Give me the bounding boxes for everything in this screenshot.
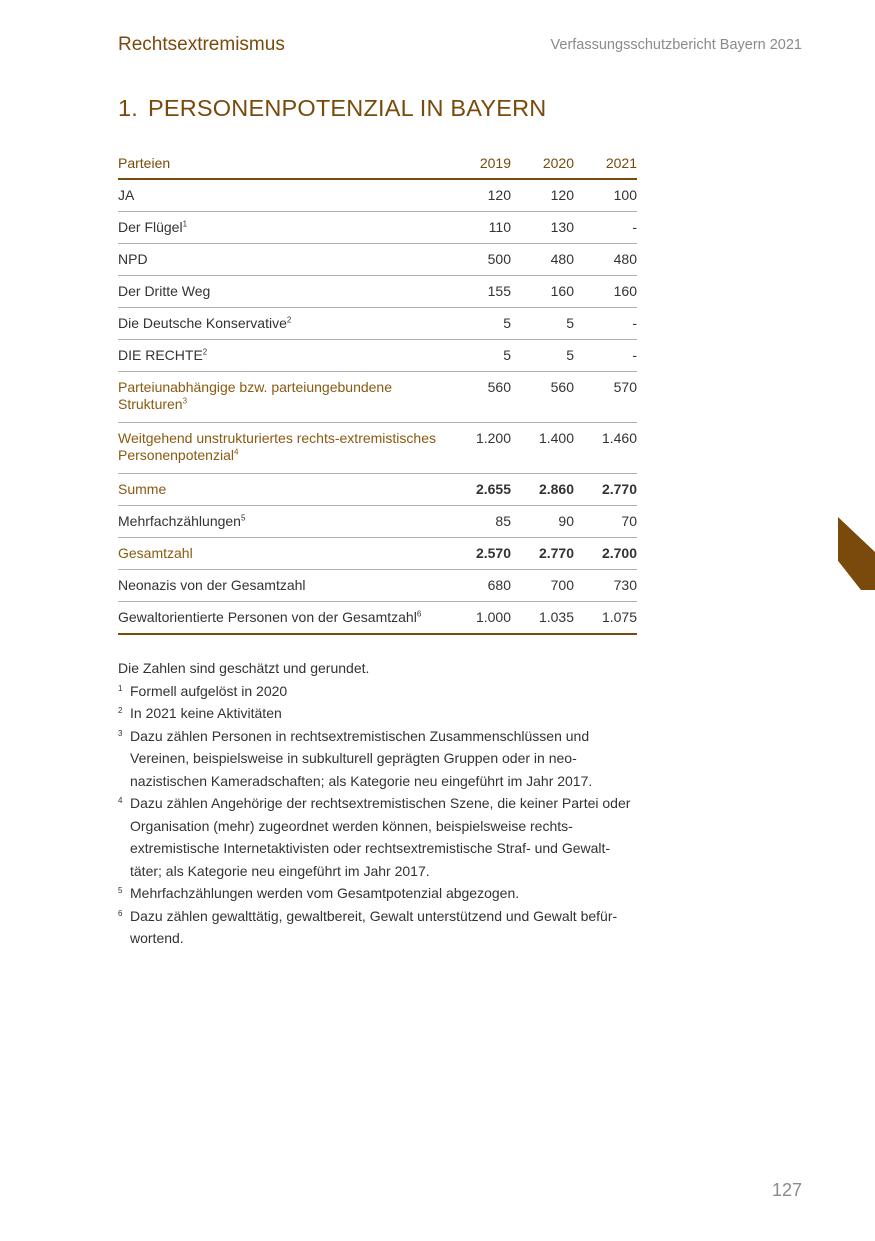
cell-2021: 480 xyxy=(574,244,637,276)
row-label: Mehrfachzählungen$^5$ xyxy=(118,506,457,538)
cell-2019: 1.000 xyxy=(457,602,511,635)
cell-2019: 560 xyxy=(457,372,511,423)
table-row xyxy=(118,506,637,538)
cell-2019: 5 xyxy=(457,308,511,340)
row-label: Summe xyxy=(118,474,457,506)
row-label: DIE RECHTE$^2$ xyxy=(118,340,457,372)
cell-2020: 560 xyxy=(511,372,574,423)
footnote-text: Formell aufgelöst in 2020 xyxy=(130,682,288,699)
footnote-mark: 2 xyxy=(118,706,123,715)
cell-2021: 730 xyxy=(574,570,637,602)
cell-2020: 120 xyxy=(511,179,574,212)
column-header-parteien: Parteien xyxy=(118,148,457,179)
cell-2019: 500 xyxy=(457,244,511,276)
footnote-ref: 4 xyxy=(233,447,239,457)
footnote xyxy=(118,702,638,725)
footnote-mark: 6 xyxy=(118,908,123,918)
cell-2019: 1.200 xyxy=(457,423,511,474)
cell-2019: 110 xyxy=(457,212,511,244)
cell-2021: 570 xyxy=(574,372,637,423)
cell-2020: 700 xyxy=(511,570,574,602)
footnote-ref: 2 xyxy=(286,315,292,325)
footnote xyxy=(118,680,638,703)
table-notes xyxy=(118,657,638,950)
page-number: 127 xyxy=(771,1180,802,1200)
cell-2020: 480 xyxy=(511,244,574,276)
cell-2019: 120 xyxy=(457,179,511,212)
row-label: Der Dritte Weg xyxy=(118,276,457,308)
table-row xyxy=(118,474,637,506)
table-row xyxy=(118,602,637,635)
table-row xyxy=(118,538,637,570)
row-label: JA xyxy=(118,179,457,212)
running-header-section: Rechtsextremismus xyxy=(118,34,285,55)
cell-2019: 680 xyxy=(457,570,511,602)
footnote-text: Mehrfachzählungen werden vom Gesamtpotenzial abgezogen. xyxy=(130,885,520,901)
table-row xyxy=(118,179,637,212)
row-label: Neonazis von der Gesamtzahl xyxy=(118,570,457,602)
footnote-mark: 3 xyxy=(118,728,123,738)
personenpotenzial-table xyxy=(118,148,637,635)
row-label: Weitgehend unstrukturiertes rechts-extremistisches Personenpotenzial$^4$ xyxy=(118,423,457,474)
cell-2020: 130 xyxy=(511,212,574,244)
cell-2020: 1.035 xyxy=(511,602,574,635)
table-row xyxy=(118,423,637,474)
column-header-2021: 2021 xyxy=(574,148,637,179)
footnote-text: Dazu zählen Angehörige der rechtsextremistischen Szene, die keiner Partei oder Organisation (mehr) zugeordnet werden können, beispielsweise rechts-extremistische Internetaktivisten oder rechtsextremistische Straf- und Gewalt-täter; als Kategorie neu eingeführt im Jahr 2017. xyxy=(130,795,631,879)
cell-2021: 160 xyxy=(574,276,637,308)
footnote xyxy=(118,905,638,950)
title-text: PERSONENPOTENZIAL IN BAYERN xyxy=(148,95,547,121)
table-row xyxy=(118,308,637,340)
table-row xyxy=(118,570,637,602)
row-label: NPD xyxy=(118,244,457,276)
cell-2019: 85 xyxy=(457,506,511,538)
footnote-text: Dazu zählen Personen in rechtsextremistischen Zusammenschlüssen und Vereinen, beispielsweise in subkulturell geprägten Gruppen oder in neo-nazistischen Kameradschaften; als Kategorie neu eingeführt im Jahr 2017. xyxy=(130,727,593,789)
row-label: Der Flügel$^1$ xyxy=(118,212,457,244)
cell-2019: 155 xyxy=(457,276,511,308)
cell-2019: 2.570 xyxy=(457,538,511,570)
table-header-row xyxy=(118,148,637,179)
footnote-ref: 5 xyxy=(240,513,246,523)
column-header-2019: 2019 xyxy=(457,148,511,179)
cell-2021: 100 xyxy=(574,179,637,212)
row-label: Gesamtzahl xyxy=(118,538,457,570)
column-header-2020: 2020 xyxy=(511,148,574,179)
row-label: Die Deutsche Konservative$^2$ xyxy=(118,308,457,340)
cell-2021: 1.075 xyxy=(574,602,637,635)
table-row xyxy=(118,372,637,423)
cell-2020: 2.860 xyxy=(511,474,574,506)
cell-2021: - xyxy=(574,340,637,372)
footnote-mark: 4 xyxy=(118,796,123,805)
chapter-tab-marker xyxy=(838,517,875,590)
footnote xyxy=(118,882,638,905)
row-label: Gewaltorientierte Personen von der Gesamtzahl$^6$ xyxy=(118,602,457,635)
cell-2021: 2.700 xyxy=(574,538,637,570)
cell-2021: 70 xyxy=(574,506,637,538)
footnote xyxy=(118,725,638,793)
row-label: Parteiunabhängige bzw. parteiungebundene Strukturen$^3$ xyxy=(118,372,457,423)
footnote-text: In 2021 keine Aktivitäten xyxy=(130,705,282,721)
cell-2021: - xyxy=(574,212,637,244)
cell-2021: 2.770 xyxy=(574,474,637,506)
cell-2021: - xyxy=(574,308,637,340)
cell-2021: 1.460 xyxy=(574,423,637,474)
cell-2019: 2.655 xyxy=(457,474,511,506)
table-row xyxy=(118,340,637,372)
cell-2020: 5 xyxy=(511,340,574,372)
cell-2019: 5 xyxy=(457,340,511,372)
cell-2020: 1.400 xyxy=(511,423,574,474)
table-row xyxy=(118,276,637,308)
footnote-mark: 1 xyxy=(118,683,123,693)
footnote-text: Dazu zählen gewalttätig, gewaltbereit, Gewalt unterstützend und Gewalt befür-wortend. xyxy=(130,907,618,946)
notes-intro: Die Zahlen sind geschätzt und gerundet. xyxy=(118,660,370,676)
footnote xyxy=(118,792,638,882)
footnote-ref: 2 xyxy=(202,347,208,357)
running-header-publication: Verfassungsschutzbericht Bayern 2021 xyxy=(550,37,802,53)
page-title xyxy=(118,95,546,122)
footnote-mark: 5 xyxy=(118,886,123,895)
footnote-ref: 1 xyxy=(182,219,188,229)
table-row xyxy=(118,244,637,276)
cell-2020: 90 xyxy=(511,506,574,538)
footnote-ref: 6 xyxy=(416,609,422,619)
table-row xyxy=(118,212,637,244)
cell-2020: 5 xyxy=(511,308,574,340)
title-number: 1. xyxy=(118,95,138,121)
cell-2020: 160 xyxy=(511,276,574,308)
footnote-ref: 3 xyxy=(182,396,188,406)
cell-2020: 2.770 xyxy=(511,538,574,570)
